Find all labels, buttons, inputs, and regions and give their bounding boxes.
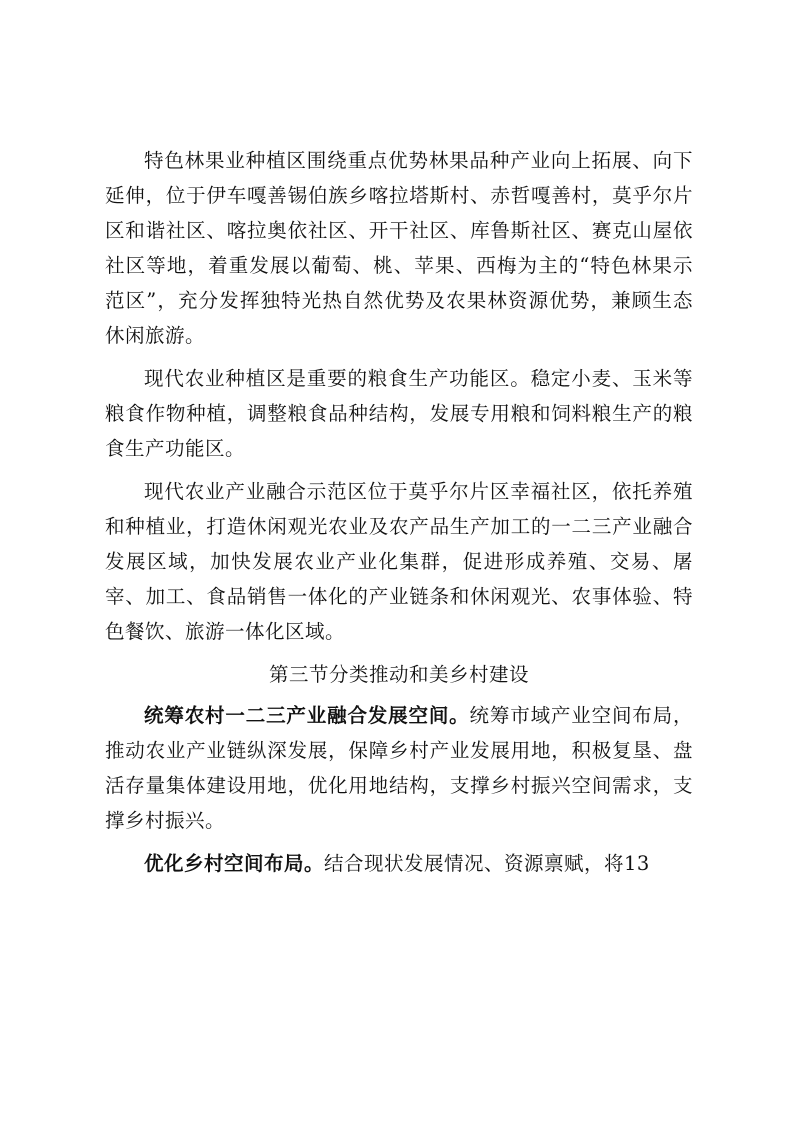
paragraph-village-layout (105, 846, 693, 881)
paragraph-lead-text: 统筹农村一二三产业融合发展空间。 (144, 704, 470, 727)
paragraph-integration-space (105, 698, 693, 838)
document-body (105, 143, 693, 889)
section-heading: 第三节分类推动和美乡村建设 (268, 663, 529, 686)
paragraph-body-text: 结合现状发展情况、资源禀赋，将13 (324, 852, 650, 875)
paragraph-modern-planting-zone: 现代农业种植区是重要的粮食生产功能区。稳定小麦、玉米等粮食作物种植，调整粮食品种结构，发展专用粮和饲料粮生产的粮食生产功能区。 (105, 367, 693, 460)
paragraph-industry-integration-zone: 现代农业产业融合示范区位于莫乎尔片区幸福社区，依托养殖和种植业，打造休闲观光农业及农产品生产加工的一二三产业融合发展区域，加快发展农业产业化集群，促进形成养殖、交易、屠宰、加工、食品销售一体化的产业链条和休闲观光、农事体验、特色餐饮、旅游一体化区域。 (105, 480, 693, 643)
paragraph-body-text: 统筹市域产业空间布局，推动农业产业链纵深发展，保障乡村产业发展用地，积极复垦、盘活存量集体建设用地，优化用地结构，支撑乡村振兴空间需求，支撑乡村振兴。 (105, 704, 693, 832)
paragraph-lead-text: 优化乡村空间布局。 (144, 852, 325, 875)
paragraph-forest-fruit-zone: 特色林果业种植区围绕重点优势林果品种产业向上拓展、向下延伸，位于伊车嘎善锡伯族乡喀拉塔斯村、赤哲嘎善村，莫乎尔片区和谐社区、喀拉奥依社区、开干社区、库鲁斯社区、赛克山屋依社区等地，着重发展以葡萄、桃、苹果、西梅为主的“特色林果示范区”，充分发挥独特光热自然优势及农果林资源优势，兼顾生态休闲旅游。 (105, 149, 693, 347)
